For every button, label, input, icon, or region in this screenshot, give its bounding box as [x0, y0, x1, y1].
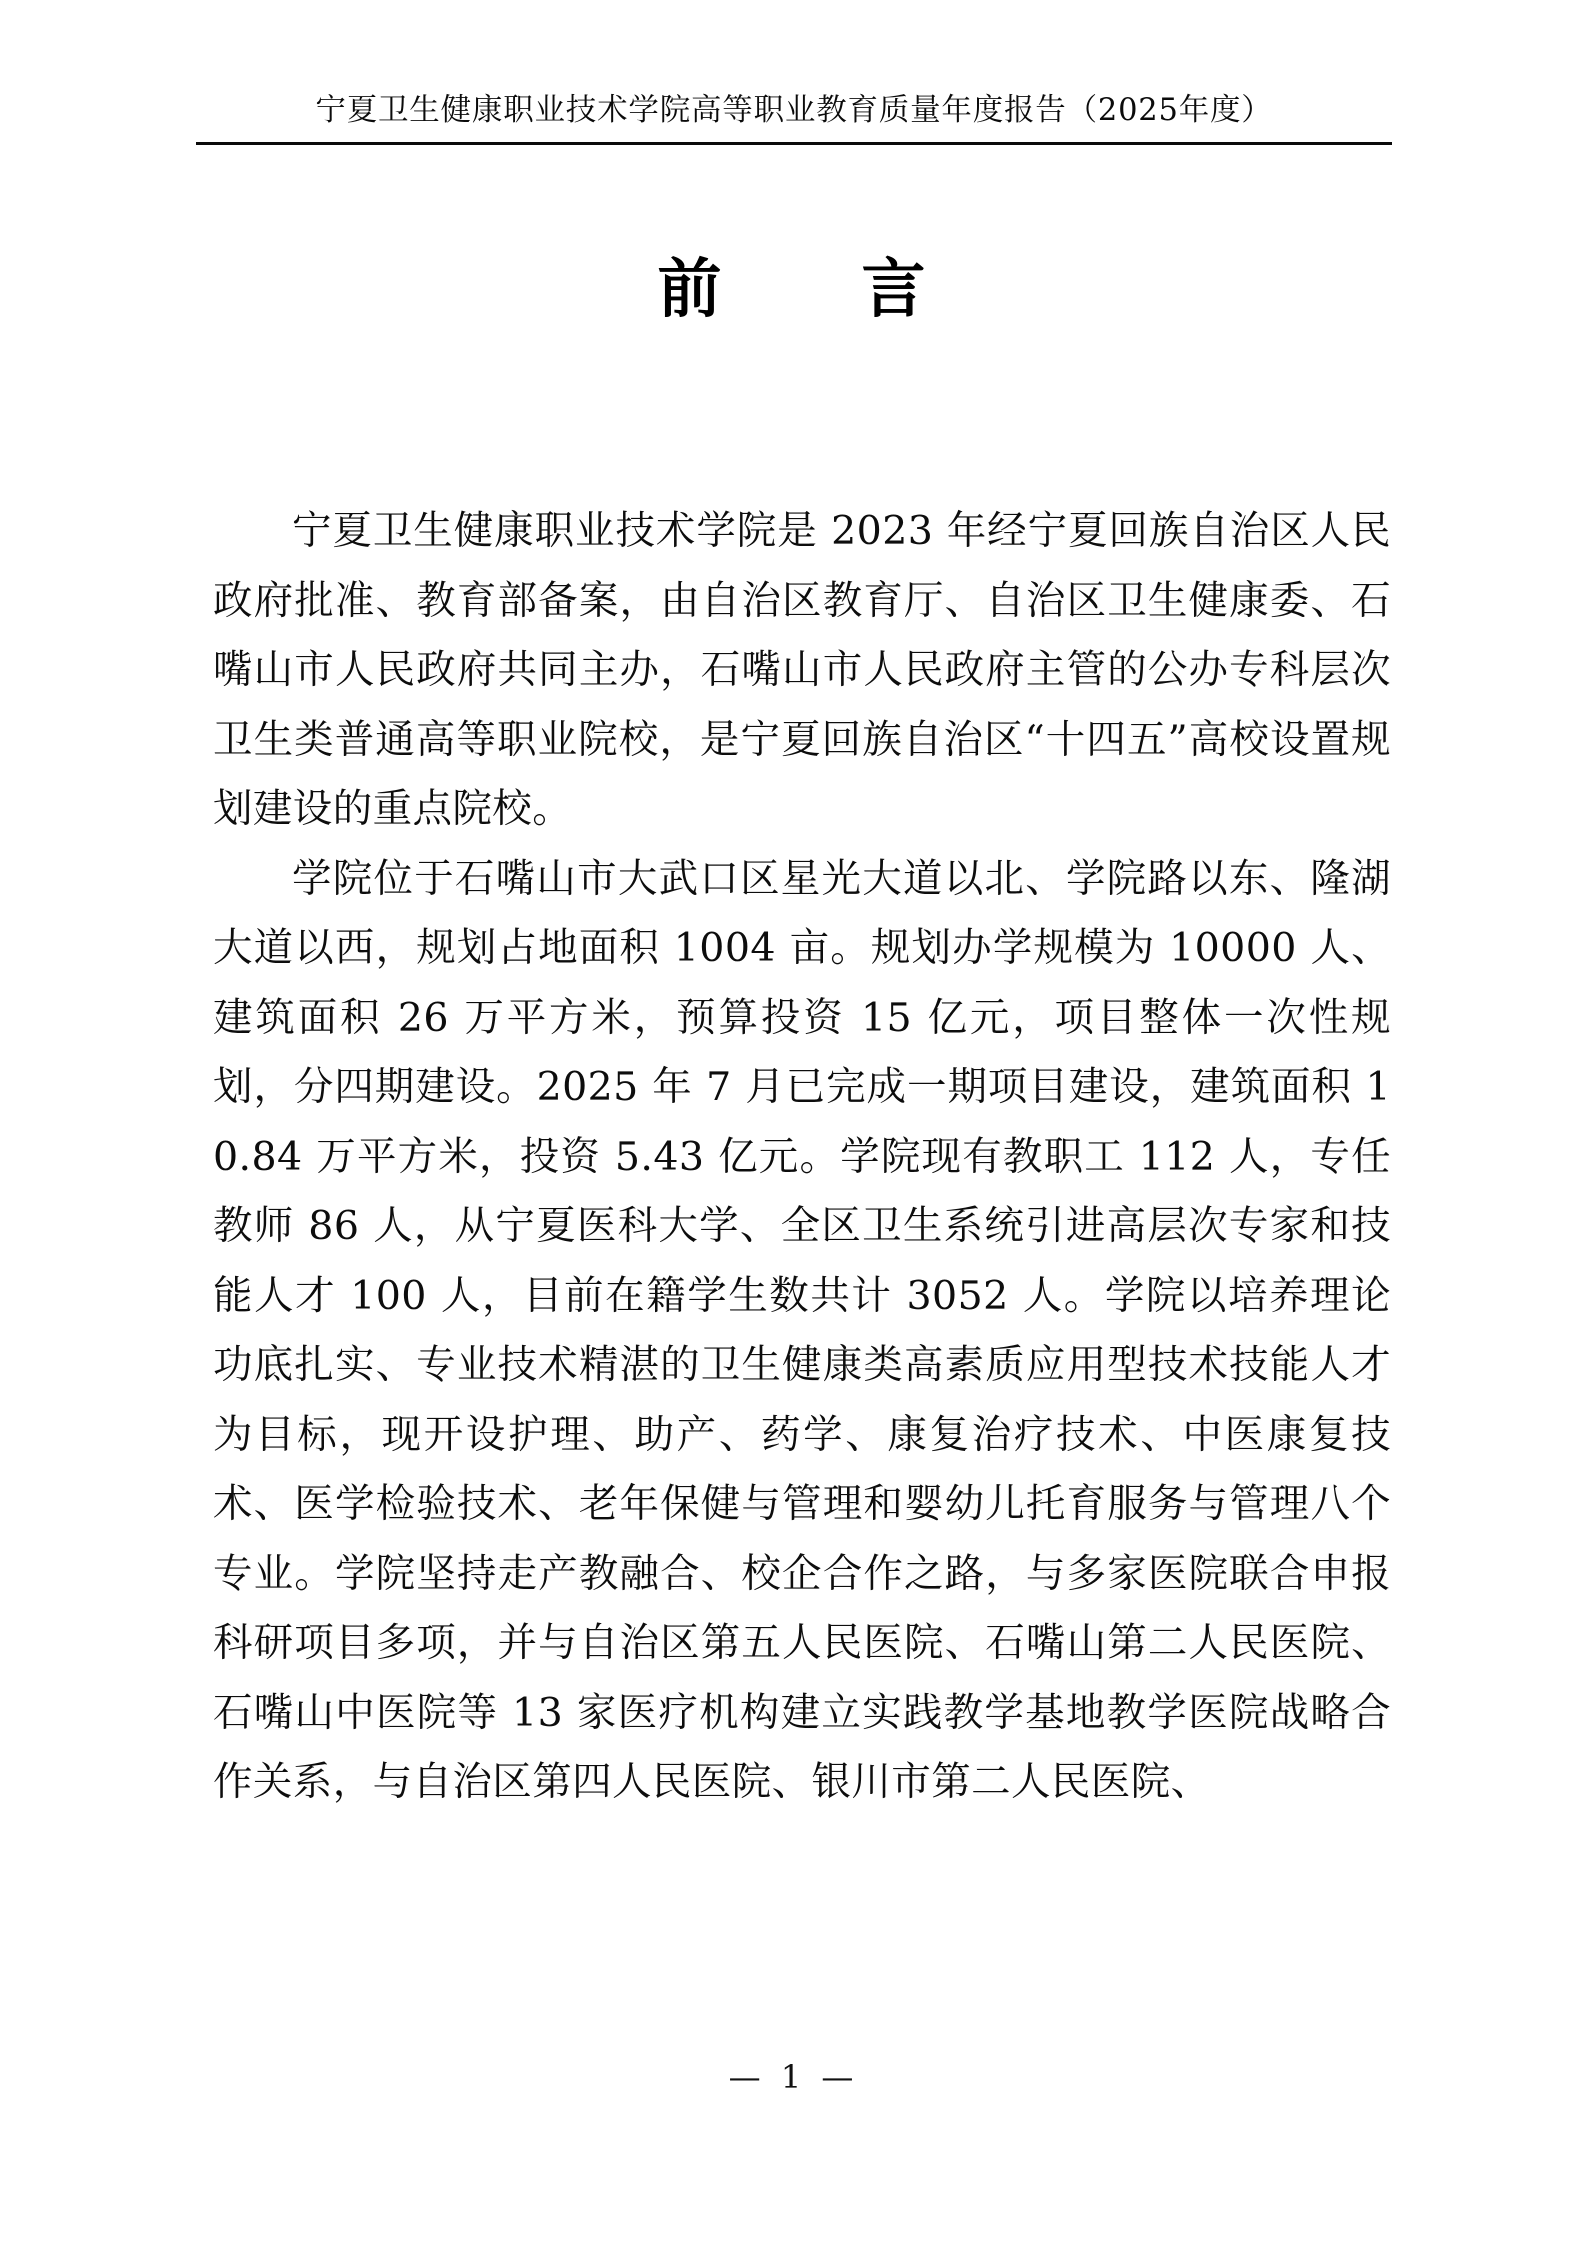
paragraph: 宁夏卫生健康职业技术学院是 2023 年经宁夏回族自治区人民政府批准、教育部备案，由自治区教育厅、自治区卫生健康委、石嘴山市人民政府共同主办，石嘴山市人民政府主管的公办专科层次卫生类普通高等职业院校，是宁夏回族自治区“十四五”高校设置规划建设的重点院校。: [213, 508, 1391, 832]
body-text: [213, 497, 1391, 1818]
running-header-title: 宁夏卫生健康职业技术学院高等职业教育质量年度报告（2025年度）: [315, 93, 1273, 128]
section-title: 前 言: [657, 252, 930, 327]
header-divider-rule: [196, 142, 1392, 145]
paragraph: 学院位于石嘴山市大武口区星光大道以北、学院路以东、隆湖大道以西，规划占地面积 1004 亩。规划办学规模为 10000 人、建筑面积 26 万平方米，预算投资 15 亿元，项目整体一次性规划，分四期建设。2025 年 7 月已完成一期项目建设，建筑面积 10.84 万平方米，投资 5.43 亿元。学院现有教职工 112 人，专任教师 86 人，从宁夏医科大学、全区卫生系统引进高层次专家和技能人才 100 人，目前在籍学生数共计 3052 人。学院以培养理论功底扎实、专业技术精湛的卫生健康类高素质应用型技术技能人才为目标，现开设护理、助产、药学、康复治疗技术、中医康复技术、医学检验技术、老年保健与管理和婴幼儿托育服务与管理八个专业。学院坚持走产教融合、校企合作之路，与多家医院联合申报科研项目多项，并与自治区第五人民医院、石嘴山第二人民医院、石嘴山中医院等 13 家医疗机构建立实践教学基地教学医院战略合作关系，与自治区第四人民医院、银川市第二人民医院、: [213, 855, 1391, 1805]
page-footer: [0, 2058, 1587, 2096]
page-number: — 1 —: [728, 2058, 859, 2096]
running-header: [196, 92, 1392, 145]
